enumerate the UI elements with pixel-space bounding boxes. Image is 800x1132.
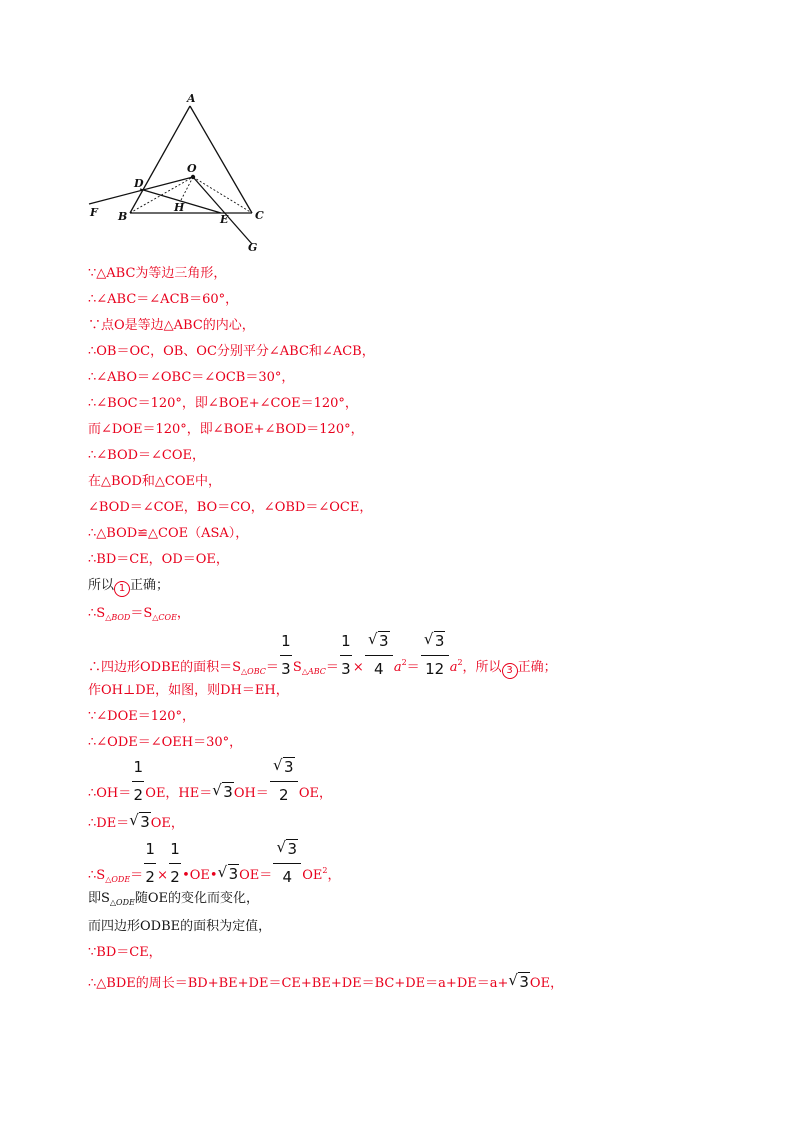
line-21: $\therefore S_{\triangle ODE}=$ $\frac{1}{2}$ × $\frac{1}{2}$ •OE•√ 3OE＝ √ $\frac{3}{4}$ $OE^2$， [88,863,341,888]
line-10: ∠BOD＝∠COE，BO＝CO，∠OBD＝∠OCE， [88,500,373,515]
label-o: O [187,162,197,175]
line-14: $\therefore S_{\triangle BOD}=S_{\triangle COE}$， [88,606,190,622]
line-6: ∴∠BOC＝120°，即∠BOE+∠COE＝120°， [88,396,358,411]
label-c: C [255,209,264,222]
line-7: 而∠DOE＝120°，即∠BOE+∠BOD＝120°， [88,422,364,437]
line-4: ∴OB＝OC，OB、OC分别平分∠ABC和∠ACB， [88,344,375,359]
line-1: ∵△ABC为等边三角形， [88,266,227,281]
line-16: 作OH⊥DE，如图，则DH＝EH， [88,683,289,698]
line-12: ∴BD＝CE，OD＝OE， [88,552,229,567]
line-15: ∴四边形ODBE的面积$=S_{\triangle OBC}=$ $\frac{1}{3}$ $S_{\triangle ABC}=$ $\frac{1}{3}$ × √ $\frac{3}{4}$ $a^2=$ √ $\frac{3}{12}$ $a^2$，所以 3 正确； [88,655,557,680]
line-5: ∴∠ABO＝∠OBC＝∠OCB＝30°， [88,370,295,385]
label-g: G [248,241,258,254]
label-e: E [220,213,229,226]
line-22: 即$S_{\triangle ODE}$随OE的变化而变化， [88,891,260,907]
label-a: A [187,92,196,105]
line-9: 在△BOD和△COE中， [88,474,221,489]
line-8: ∴∠BOD＝∠COE， [88,448,206,463]
line-17: ∵∠DOE＝120°， [88,709,196,724]
line-20: ∴DE＝√ 3OE， [88,814,184,832]
circled-3: 3 [502,663,518,679]
line-23: 而四边形ODBE的面积为定值， [88,919,272,934]
line-25: ∴△BDE的周长＝BD+BE+DE＝CE+BE+DE＝BC+DE＝a+DE＝a+√ 3OE， [88,974,563,992]
line-2: ∴∠ABC＝∠ACB＝60°， [88,292,239,307]
label-f: F [90,206,98,219]
line-18: ∴∠ODE＝∠OEH＝30°， [88,735,243,750]
line-3: ∵点O是等边△ABC的内心， [88,318,255,333]
label-h: H [174,201,185,214]
line-19: ∴OH＝ $\frac{1}{2}$ OE，HE＝√ 3OH＝ √ $\frac{3}{2}$ OE， [88,784,332,803]
label-d: D [134,177,144,190]
line-13: 所以 1 正确； [88,578,169,597]
line-11: ∴△BOD≌△COE（ASA）， [88,526,249,541]
line-24: ∵BD＝CE， [88,945,162,960]
label-b: B [118,210,128,223]
circled-1: 1 [114,581,130,597]
triangle-figure [84,88,284,258]
